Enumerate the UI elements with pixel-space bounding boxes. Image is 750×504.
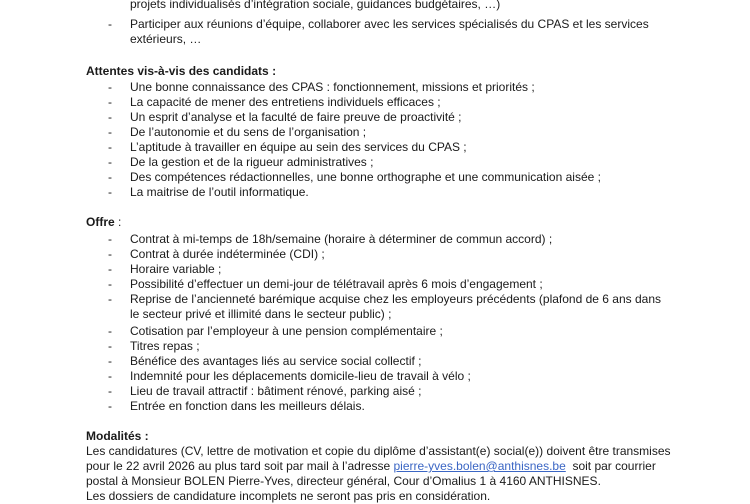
list-item: Contrat à durée indéterminée (CDI) ; [130, 247, 325, 261]
list-item: Contrat à mi-temps de 18h/semaine (horaire à déterminer de commun accord) ; [130, 232, 553, 246]
modalites-line: Les candidatures (CV, lettre de motivation et copie du diplôme d’assistant(e) social(e)) doivent être transmises [86, 444, 671, 458]
bullet-dash: - [108, 339, 112, 353]
modalites-line-text: pour le 22 avril 2026 au plus tard soit par mail à l’adresse [86, 459, 394, 473]
bullet-dash: - [108, 369, 112, 383]
bullet-dash: - [108, 95, 112, 109]
list-item: La maitrise de l’outil informatique. [130, 185, 309, 199]
bullet-dash: - [108, 399, 112, 413]
intro-item: Participer aux réunions d’équipe, collaborer avec les services spécialisés du CPAS et les services [130, 17, 649, 31]
intro-line: projets individualisés d’intégration sociale, guidances budgétaires, …) [130, 0, 501, 11]
bullet-dash: - [108, 140, 112, 154]
list-item: De la gestion et de la rigueur administratives ; [130, 155, 374, 169]
list-item: Titres repas ; [130, 339, 200, 353]
bullet-dash: - [108, 262, 112, 276]
list-item: Cotisation par l’employeur à une pension complémentaire ; [130, 324, 443, 338]
intro-item-cont: extérieurs, … [130, 32, 202, 46]
list-item-cont: le secteur privé et illimité dans le secteur public) ; [130, 307, 392, 321]
list-item: Entrée en fonction dans les meilleurs délais. [130, 399, 365, 413]
bullet-dash: - [108, 110, 112, 124]
email-link[interactable]: pierre-yves.bolen@anthisnes.be [393, 459, 566, 473]
bullet-dash: - [108, 324, 112, 338]
bullet-dash: - [108, 170, 112, 184]
modalites-line: Les dossiers de candidature incomplets ne seront pas pris en considération. [86, 489, 491, 503]
bullet-dash: - [108, 80, 112, 94]
bullet-dash: - [108, 185, 112, 199]
offre-heading [86, 215, 121, 230]
bullet-dash: - [108, 155, 112, 169]
attentes-heading: Attentes vis-à-vis des candidats : [86, 64, 277, 78]
bullet-dash: - [108, 384, 112, 398]
list-item: La capacité de mener des entretiens individuels efficaces ; [130, 95, 441, 109]
list-item: Reprise de l’ancienneté barémique acquise chez les employeurs précédents (plafond de 6 ans dans [130, 292, 661, 306]
list-item: Une bonne connaissance des CPAS : fonctionnement, missions et priorités ; [130, 80, 535, 94]
list-item: Possibilité d’effectuer un demi-jour de télétravail après 6 mois d’engagement ; [130, 277, 543, 291]
list-item: Horaire variable ; [130, 262, 222, 276]
bullet-dash: - [108, 354, 112, 368]
modalites-line: postal à Monsieur BOLEN Pierre-Yves, directeur général, Cour d’Omalius 1 à 4160 ANTHISNES. [86, 474, 601, 488]
list-item: De l’autonomie et du sens de l’organisation ; [130, 125, 367, 139]
list-item: L’aptitude à travailler en équipe au sein des services du CPAS ; [130, 140, 467, 154]
list-item: Indemnité pour les déplacements domicile-lieu de travail à vélo ; [130, 369, 471, 383]
modalites-line [86, 459, 656, 474]
offre-heading-suffix: : [114, 215, 122, 229]
bullet-dash: - [108, 232, 112, 246]
bullet-dash: - [108, 292, 112, 306]
list-item: Bénéfice des avantages liés au service social collectif ; [130, 354, 422, 368]
bullet-dash: - [108, 277, 112, 291]
bullet-dash: - [108, 247, 112, 261]
list-item: Un esprit d’analyse et la faculté de faire preuve de proactivité ; [130, 110, 462, 124]
bullet-dash: - [108, 17, 112, 31]
offre-heading-text: Offre [86, 215, 115, 229]
modalites-heading: Modalités : [86, 429, 149, 443]
list-item: Des compétences rédactionnelles, une bonne orthographe et une communication aisée ; [130, 170, 601, 184]
list-item: Lieu de travail attractif : bâtiment rénové, parking aisé ; [130, 384, 422, 398]
modalites-line-text: soit par courrier [565, 459, 656, 473]
bullet-dash: - [108, 125, 112, 139]
